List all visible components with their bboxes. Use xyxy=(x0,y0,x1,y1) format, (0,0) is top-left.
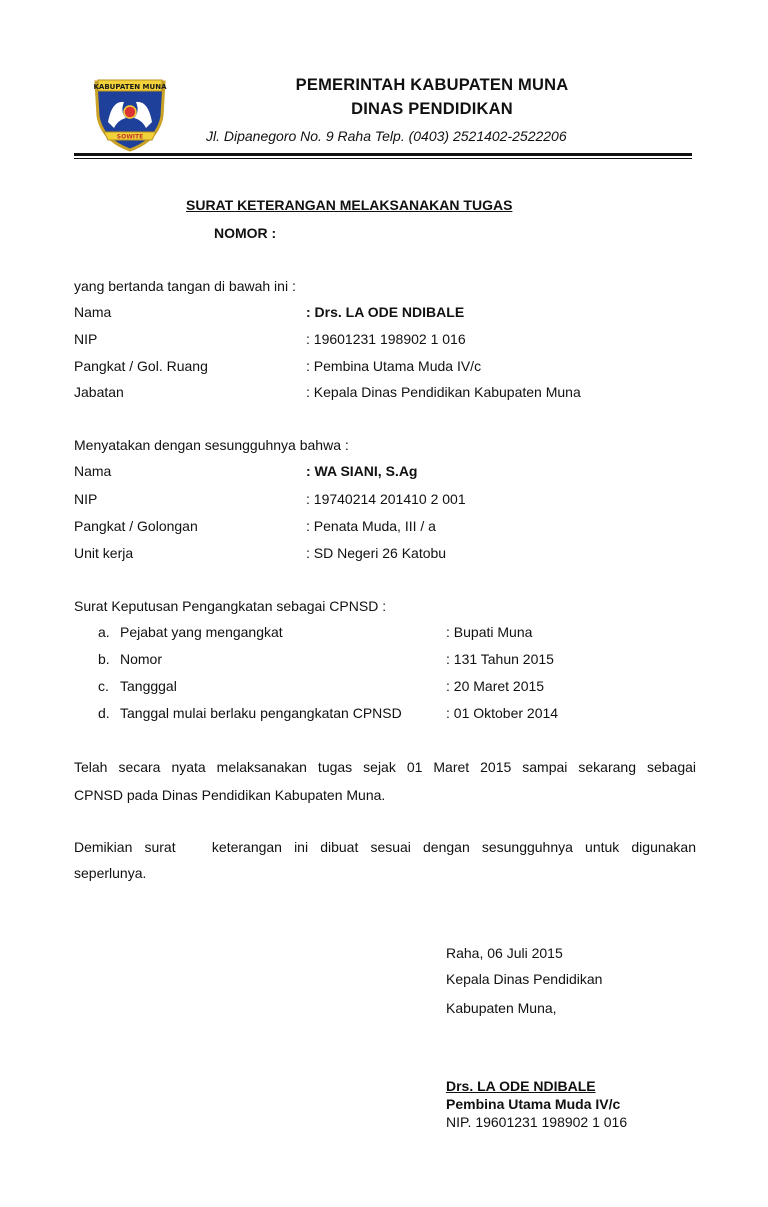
statement-line1: Telah secara nyata melaksanakan tugas sejak 01 Maret 2015 sampai sekarang sebagai xyxy=(74,759,696,775)
subject-name-label: Nama xyxy=(74,463,112,479)
letter-number: NOMOR : xyxy=(214,225,277,241)
svg-text:KABUPATEN MUNA: KABUPATEN MUNA xyxy=(93,83,167,91)
letterhead-line1: PEMERINTAH KABUPATEN MUNA xyxy=(295,76,569,94)
subject-rank-label: Pangkat / Golongan xyxy=(74,518,198,534)
sk-intro: Surat Keputusan Pengangkatan sebagai CPNSD : xyxy=(74,598,387,614)
sk-item-marker: a. xyxy=(98,624,110,640)
signer-nip-label: NIP xyxy=(74,331,98,347)
signature-position-line1: Kepala Dinas Pendidikan xyxy=(446,971,603,987)
sk-item-label: Tangggal xyxy=(120,678,177,694)
sk-item-value: : 20 Maret 2015 xyxy=(446,678,545,694)
signature-place-date: Raha, 06 Juli 2015 xyxy=(446,945,563,961)
subject-unit-label: Unit kerja xyxy=(74,545,134,561)
signer-position-value: : Kepala Dinas Pendidikan Kabupaten Muna xyxy=(306,384,581,400)
subject-name-value: : WA SIANI, S.Ag xyxy=(306,463,418,479)
signer-position-label: Jabatan xyxy=(74,384,124,400)
sk-item-value: : 01 Oktober 2014 xyxy=(446,705,559,721)
letterhead-divider-thin xyxy=(74,158,692,159)
sk-item-marker: b. xyxy=(98,651,110,667)
sk-item-marker: d. xyxy=(98,705,110,721)
statement-line2: CPNSD pada Dinas Pendidikan Kabupaten Muna. xyxy=(74,787,386,803)
subject-nip-label: NIP xyxy=(74,491,98,507)
signer-rank-label: Pangkat / Gol. Ruang xyxy=(74,358,208,374)
closing-line2: seperlunya. xyxy=(74,865,147,881)
closing-line1: Demikian surat keterangan ini dibuat sesuai dengan sesungguhnya untuk digunakan xyxy=(74,839,696,855)
subject-unit-value: : SD Negeri 26 Katobu xyxy=(306,545,447,561)
sk-item-label: Tanggal mulai berlaku pengangkatan CPNSD xyxy=(120,705,402,721)
signature-nip: NIP. 19601231 198902 1 016 xyxy=(446,1114,628,1130)
sk-item-value: : Bupati Muna xyxy=(446,624,533,640)
signature-name: Drs. LA ODE NDIBALE xyxy=(446,1078,596,1094)
signer-name-label: Nama xyxy=(74,304,112,320)
subject-intro: Menyatakan dengan sesungguhnya bahwa : xyxy=(74,437,349,453)
letterhead-address: Jl. Dipanegoro No. 9 Raha Telp. (0403) 2521402-2522206 xyxy=(206,128,567,144)
subject-nip-value: : 19740214 201410 2 001 xyxy=(306,491,466,507)
subject-rank-value: : Penata Muda, III / a xyxy=(306,518,436,534)
signer-rank-value: : Pembina Utama Muda IV/c xyxy=(306,358,482,374)
sk-item-label: Pejabat yang mengangkat xyxy=(120,624,283,640)
sk-item-label: Nomor xyxy=(120,651,163,667)
signer-intro: yang bertanda tangan di bawah ini : xyxy=(74,278,296,294)
letterhead-divider-thick xyxy=(74,153,692,156)
letter-title: SURAT KETERANGAN MELAKSANAKAN TUGAS xyxy=(186,197,513,213)
letterhead-line2: DINAS PENDIDIKAN xyxy=(351,100,513,118)
signer-name-value: : Drs. LA ODE NDIBALE xyxy=(306,304,465,320)
signer-nip-value: : 19601231 198902 1 016 xyxy=(306,331,466,347)
sk-item-marker: c. xyxy=(98,678,109,694)
svg-text:SOWITE: SOWITE xyxy=(116,133,144,141)
signature-rank: Pembina Utama Muda IV/c xyxy=(446,1096,621,1112)
signature-position-line2: Kabupaten Muna, xyxy=(446,1000,557,1016)
sk-item-value: : 131 Tahun 2015 xyxy=(446,651,554,667)
